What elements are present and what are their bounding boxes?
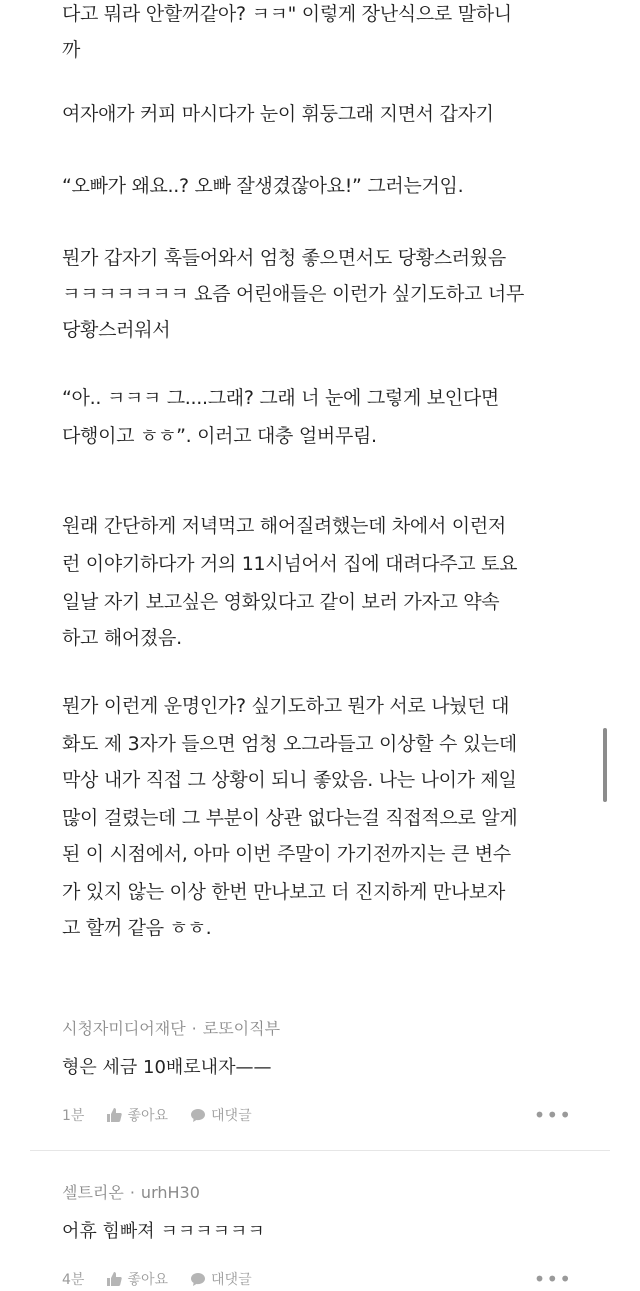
comment-divider — [30, 1150, 610, 1151]
post-line: 화도 제 3자가 들으면 엄청 오그라들고 이상할 수 있는데 — [62, 733, 517, 755]
post-line: 다고 뭐라 안할꺼같아? ㅋㅋ" 이렇게 장난식으로 말하니 — [62, 3, 512, 25]
comment-item — [62, 1180, 582, 1289]
scrollbar-thumb[interactable] — [603, 728, 607, 802]
meta-separator: · — [129, 1183, 135, 1202]
post-line: 여자애가 커피 마시다가 눈이 휘둥그래 지면서 갑자기 — [62, 103, 494, 125]
like-button[interactable] — [106, 1269, 168, 1289]
more-options-icon[interactable]: ••• — [533, 1103, 572, 1127]
post-line: 막상 내가 직접 그 상황이 되니 좋았음. 나는 나이가 제일 — [62, 769, 517, 791]
reply-button[interactable] — [190, 1269, 252, 1289]
post-line: 뭔가 이런게 운명인가? 싶기도하고 뭔가 서로 나눴던 대 — [62, 695, 510, 717]
reply-button[interactable] — [190, 1105, 252, 1125]
like-label: 좋아요 — [127, 1108, 169, 1124]
comment-item — [62, 1016, 582, 1125]
post-line: 원래 간단하게 저녁먹고 해어질려했는데 차에서 이런저 — [62, 515, 506, 537]
post-line: 뭔가 갑자기 훅들어와서 엄청 좋으면서도 당황스러웠음 — [62, 247, 506, 269]
thumbs-up-icon — [106, 1108, 122, 1122]
more-options-icon[interactable]: ••• — [533, 1267, 572, 1291]
post-line: 가 있지 않는 이상 한번 만나보고 더 진지하게 만나보자 — [62, 881, 506, 903]
meta-separator: · — [191, 1019, 197, 1038]
comment-user[interactable]: urhH30 — [140, 1183, 200, 1202]
speech-bubble-icon — [190, 1108, 206, 1123]
like-button[interactable] — [106, 1105, 168, 1125]
post-line: “아.. ㅋㅋㅋ 그....그래? 그래 너 눈에 그렇게 보인다면 — [62, 387, 499, 409]
post-line: 많이 걸렸는데 그 부분이 상관 없다는걸 직접적으로 알게 — [62, 807, 518, 829]
post-line: 고 할꺼 같음 ㅎㅎ. — [62, 917, 212, 939]
thumbs-up-icon — [106, 1272, 122, 1286]
post-line: 다행이고 ㅎㅎ”. 이러고 대충 얼버무림. — [62, 425, 377, 447]
comment-text: 형은 세금 10배로내자—— — [62, 1057, 272, 1078]
post-line: ㅋㅋㅋㅋㅋㅋㅋ 요즘 어린애들은 이런가 싶기도하고 너무 — [62, 283, 524, 305]
comment-org[interactable]: 셀트리온 — [62, 1183, 124, 1202]
comment-meta — [62, 1180, 582, 1203]
comment-actions — [62, 1269, 582, 1289]
like-label: 좋아요 — [127, 1272, 169, 1288]
reply-label: 대댓글 — [211, 1272, 252, 1288]
comment-actions — [62, 1105, 582, 1125]
post-line: “오빠가 왜요..? 오빠 잘생겼잖아요!” 그러는거임. — [62, 175, 464, 197]
comment-text: 어휴 힘빠져 ㅋㅋㅋㅋㅋㅋ — [62, 1221, 265, 1242]
post-line: 당황스러워서 — [62, 319, 171, 341]
speech-bubble-icon — [190, 1272, 206, 1287]
reply-label: 대댓글 — [211, 1108, 252, 1124]
comment-time: 1분 — [62, 1108, 85, 1124]
comment-meta — [62, 1016, 582, 1039]
post-line: 하고 해어졌음. — [62, 627, 182, 649]
post-line: 까 — [62, 39, 81, 61]
post-line: 런 이야기하다가 거의 11시넘어서 집에 대려다주고 토요 — [62, 553, 518, 575]
comment-time: 4분 — [62, 1272, 85, 1288]
comment-org[interactable]: 시청자미디어재단 — [62, 1019, 186, 1038]
post-line: 일날 자기 보고싶은 영화있다고 같이 보러 가자고 약속 — [62, 591, 500, 613]
comment-user[interactable]: 로또이직부 — [202, 1019, 281, 1038]
post-line: 된 이 시점에서, 아마 이번 주말이 가기전까지는 큰 변수 — [62, 843, 511, 865]
